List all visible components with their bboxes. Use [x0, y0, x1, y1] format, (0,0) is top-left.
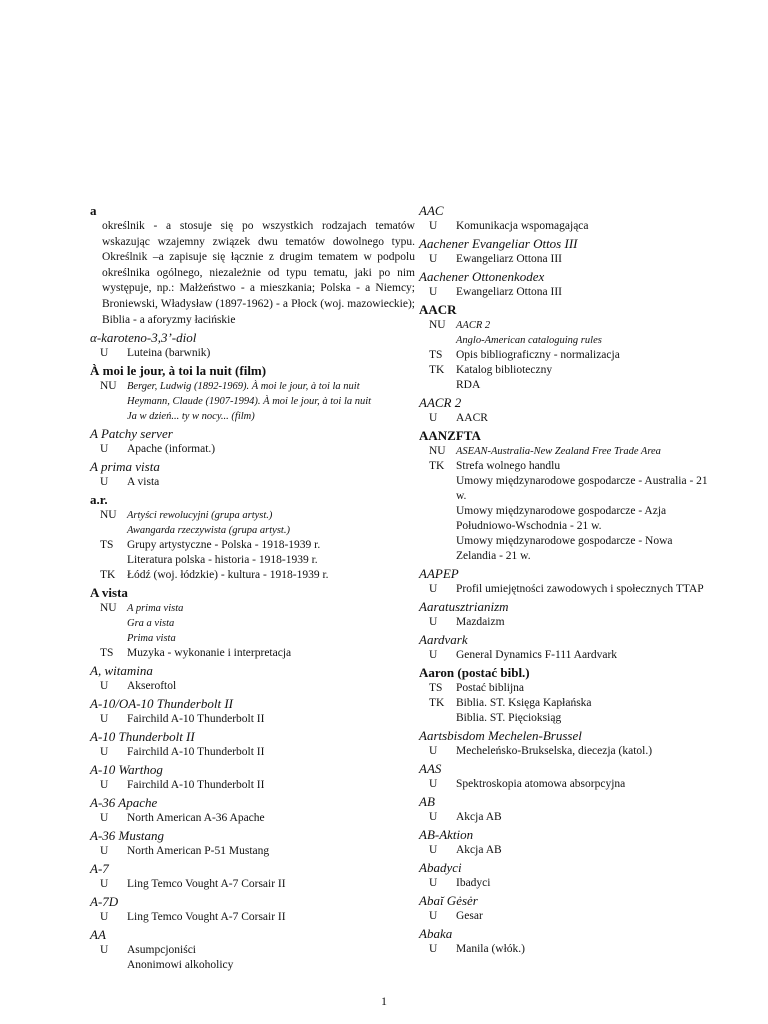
- reference-values: [456, 348, 713, 363]
- reference-row: [419, 843, 713, 858]
- entry-heading: Aaron (postać bibl.): [419, 665, 530, 680]
- reference-value: Ewangeliarz Ottona III: [456, 253, 563, 265]
- reference-row: [419, 348, 713, 363]
- reference-tag: TS: [429, 349, 443, 361]
- entry-heading: AAC: [419, 203, 444, 218]
- entry-heading: Aartsbisdom Mechelen-Brussel: [419, 728, 582, 743]
- reference-row: [419, 696, 713, 726]
- reference-values: [127, 844, 415, 859]
- entry-heading: A-10 Warthog: [90, 762, 163, 778]
- entry-heading: Aachener Ottonenkodex: [419, 269, 545, 284]
- reference-row: [419, 411, 713, 426]
- reference-value: Gesar: [456, 910, 483, 922]
- reference-values: [127, 568, 415, 583]
- reference-row: [90, 346, 415, 361]
- reference-value: A vista: [127, 476, 160, 489]
- reference-values: [127, 811, 415, 826]
- entry-heading: α-karoteno-3,3’-diol: [90, 330, 197, 346]
- reference-values: [456, 411, 713, 426]
- entry-heading: AANZFTA: [419, 428, 481, 443]
- index-entry: [419, 393, 713, 426]
- index-entry: [90, 490, 415, 583]
- reference-value: Ling Temco Vought A-7 Corsair II: [127, 911, 286, 924]
- reference-value: Katalog biblioteczny: [456, 364, 553, 376]
- reference-values: [456, 843, 713, 858]
- reference-value: Fairchild A-10 Thunderbolt II: [127, 779, 265, 792]
- reference-row: [90, 568, 415, 583]
- entry-heading: AB: [419, 794, 435, 809]
- entry-heading: AACR 2: [419, 395, 462, 410]
- reference-tag: U: [429, 220, 438, 232]
- entry-heading: AB-Aktion: [419, 827, 474, 842]
- reference-values: [456, 942, 713, 957]
- reference-value: North American A-36 Apache: [127, 812, 265, 825]
- index-entry: [90, 361, 415, 424]
- reference-row: [90, 379, 415, 424]
- reference-tag: NU: [100, 509, 117, 522]
- reference-value: Apache (informat.): [127, 443, 216, 456]
- reference-value: Strefa wolnego handlu: [456, 460, 561, 472]
- reference-tag: TS: [429, 682, 443, 694]
- entry-heading: AAS: [419, 761, 442, 776]
- reference-values: [127, 943, 415, 973]
- reference-tag: U: [429, 778, 438, 790]
- entry-heading: AA: [90, 927, 106, 943]
- index-entry: [90, 457, 415, 490]
- entry-heading: AACR: [419, 302, 457, 317]
- entry-heading: Aaratusztrianizm: [419, 599, 509, 614]
- reference-values: [127, 379, 415, 424]
- entry-heading: a.r.: [90, 492, 108, 508]
- reference-value: Akcja AB: [456, 811, 502, 823]
- reference-value: AACR 2: [456, 320, 491, 331]
- reference-tag: U: [100, 845, 109, 858]
- reference-row: [90, 811, 415, 826]
- index-entry: [419, 924, 713, 957]
- reference-tag: U: [100, 878, 109, 891]
- reference-value: Umowy międzynarodowe gospodarcze - Nowa Zelandia - 21 w.: [456, 535, 673, 562]
- reference-row: [90, 679, 415, 694]
- reference-value: Awangarda rzeczywista (grupa artyst.): [127, 525, 290, 537]
- index-entry: [419, 564, 713, 597]
- reference-row: [419, 648, 713, 663]
- reference-value: Anonimowi alkoholicy: [127, 959, 234, 972]
- index-entry: [419, 201, 713, 234]
- index-entry: [419, 891, 713, 924]
- reference-tag: U: [100, 911, 109, 924]
- reference-tag: U: [429, 286, 438, 298]
- entry-heading: Aachener Evangeliar Ottos III: [419, 236, 578, 251]
- reference-row: [419, 252, 713, 267]
- reference-value: Artyści rewolucyjni (grupa artyst.): [127, 510, 273, 522]
- index-entry: [90, 727, 415, 760]
- reference-value: ASEAN-Australia-New Zealand Free Trade Area: [456, 446, 661, 457]
- reference-tag: NU: [429, 319, 446, 331]
- reference-tag: U: [429, 253, 438, 265]
- reference-value: RDA: [456, 379, 481, 391]
- reference-value: Anglo-American cataloguing rules: [456, 335, 602, 346]
- reference-values: [456, 615, 713, 630]
- reference-tag: NU: [100, 380, 117, 393]
- reference-tag: TK: [429, 460, 445, 472]
- reference-row: [90, 508, 415, 538]
- reference-tag: U: [100, 713, 109, 726]
- entry-heading: A-7D: [90, 894, 119, 910]
- reference-row: [419, 876, 713, 891]
- reference-value: Biblia. ST. Pięcioksiąg: [456, 712, 562, 724]
- reference-value: Akseroftol: [127, 680, 177, 693]
- reference-values: [456, 252, 713, 267]
- reference-values: [127, 877, 415, 892]
- reference-values: [127, 745, 415, 760]
- reference-row: [90, 943, 415, 973]
- reference-row: [90, 712, 415, 727]
- reference-value: Umowy międzynarodowe gospodarcze - Azja Południowo-Wschodnia - 21 w.: [456, 505, 667, 532]
- reference-tag: TS: [100, 647, 114, 660]
- index-entry: [90, 793, 415, 826]
- reference-tag: U: [429, 877, 438, 889]
- entry-description: określnik - a stosuje się po wszystkich rodzajach tematów wskazując wzajemny związek dwu tematów dowolnego typu. Określnik –a zapisuje się łącznie z drugim tematem w podpolu określnika ogólnego, niezależnie od typu tematu, jaki po nim występuje, np.: Małżeństwo - a mieszkania; Polska - a Niemcy; Broniewski, Władysław (1897-1962) - a Płock (woj. mazowieckie); Biblia - a aforyzmy łacińskie: [102, 220, 415, 326]
- reference-row: [90, 910, 415, 925]
- reference-row: [419, 444, 713, 459]
- reference-values: [127, 538, 415, 568]
- entry-heading: A, witamina: [90, 663, 153, 679]
- index-entry: [419, 300, 713, 393]
- reference-value: Profil umiejętności zawodowych i społecznych TTAP: [456, 583, 704, 595]
- reference-row: [419, 777, 713, 792]
- reference-tag: U: [429, 649, 438, 661]
- index-entry: [90, 859, 415, 892]
- reference-row: [419, 285, 713, 300]
- entry-heading: Abaka: [419, 926, 453, 941]
- reference-value: Berger, Ludwig (1892-1969). À moi le jour, à toi la nuit: [127, 381, 360, 393]
- reference-value: Grupy artystyczne - Polska - 1918-1939 r.: [127, 539, 321, 552]
- reference-values: [127, 442, 415, 457]
- reference-row: [419, 909, 713, 924]
- entry-heading: A vista: [90, 585, 128, 601]
- reference-value: Ewangeliarz Ottona III: [456, 286, 563, 298]
- reference-value: Umowy międzynarodowe gospodarcze - Australia - 21 w.: [456, 475, 708, 502]
- reference-row: [419, 810, 713, 825]
- entry-heading: À moi le jour, à toi la nuit (film): [90, 363, 267, 379]
- reference-tag: TS: [100, 539, 114, 552]
- reference-value: Komunikacja wspomagająca: [456, 220, 589, 232]
- reference-values: [127, 475, 415, 490]
- reference-tag: U: [429, 943, 438, 955]
- index-entry: [90, 424, 415, 457]
- reference-values: [127, 646, 415, 661]
- index-entry: [90, 328, 415, 361]
- index-entry: [90, 826, 415, 859]
- reference-tag: U: [429, 844, 438, 856]
- reference-tag: U: [100, 944, 109, 957]
- reference-row: [419, 363, 713, 393]
- reference-value: Postać biblijna: [456, 682, 525, 694]
- reference-value: Asumpcjoniści: [127, 944, 196, 957]
- reference-row: [90, 601, 415, 646]
- reference-value: A prima vista: [127, 603, 184, 615]
- reference-tag: U: [100, 476, 109, 489]
- reference-tag: NU: [100, 602, 117, 615]
- reference-row: [90, 844, 415, 859]
- reference-value: Ling Temco Vought A-7 Corsair II: [127, 878, 286, 891]
- index-entry: [90, 694, 415, 727]
- reference-tag: U: [100, 779, 109, 792]
- entry-heading: AAPEP: [419, 566, 459, 581]
- reference-value: Muzyka - wykonanie i interpretacja: [127, 647, 292, 660]
- reference-values: [456, 648, 713, 663]
- index-entry: [419, 825, 713, 858]
- reference-tag: U: [429, 745, 438, 757]
- reference-row: [90, 877, 415, 892]
- reference-row: [419, 744, 713, 759]
- reference-values: [456, 744, 713, 759]
- entry-heading: A prima vista: [90, 459, 160, 475]
- reference-value: Ja w dzień... ty w nocy... (film): [127, 411, 255, 423]
- entry-heading: A-10 Thunderbolt II: [90, 729, 195, 745]
- reference-row: [90, 442, 415, 457]
- reference-values: [456, 318, 713, 348]
- reference-values: [456, 219, 713, 234]
- reference-row: [419, 459, 713, 564]
- index-entry: [90, 892, 415, 925]
- reference-value: Mazdaizm: [456, 616, 505, 628]
- entry-heading: a: [90, 203, 97, 218]
- reference-row: [90, 538, 415, 568]
- reference-tag: TK: [429, 364, 445, 376]
- reference-tag: U: [100, 746, 109, 759]
- reference-values: [456, 696, 713, 726]
- reference-row: [90, 778, 415, 793]
- reference-values: [127, 601, 415, 646]
- reference-value: Akcja AB: [456, 844, 502, 856]
- reference-value: Opis bibliograficzny - normalizacja: [456, 349, 620, 361]
- reference-tag: U: [429, 616, 438, 628]
- reference-values: [456, 459, 713, 564]
- index-entry: [419, 759, 713, 792]
- reference-tag: U: [429, 583, 438, 595]
- entry-heading: A Patchy server: [90, 426, 173, 442]
- reference-row: [419, 681, 713, 696]
- reference-values: [127, 712, 415, 727]
- reference-value: Biblia. ST. Księga Kapłańska: [456, 697, 592, 709]
- index-entry: [419, 663, 713, 726]
- entry-heading: A-7: [90, 861, 109, 877]
- reference-value: General Dynamics F-111 Aardvark: [456, 649, 618, 661]
- reference-values: [456, 363, 713, 393]
- reference-values: [127, 679, 415, 694]
- reference-value: Heymann, Claude (1907-1994). À moi le jour, à toi la nuit: [127, 396, 372, 408]
- right-column: [419, 201, 713, 957]
- index-entry: [90, 760, 415, 793]
- reference-tag: TK: [100, 569, 116, 582]
- reference-value: Ibadyci: [456, 877, 491, 889]
- reference-values: [127, 910, 415, 925]
- reference-values: [456, 444, 713, 459]
- reference-values: [456, 681, 713, 696]
- reference-row: [90, 475, 415, 490]
- reference-values: [127, 346, 415, 361]
- index-entry: [90, 661, 415, 694]
- reference-value: Mecheleńsko-Brukselska, diecezja (katol.): [456, 745, 653, 757]
- entry-heading: Aardvark: [419, 632, 468, 647]
- index-entry: [419, 630, 713, 663]
- reference-value: Prima vista: [127, 633, 176, 645]
- reference-tag: U: [100, 812, 109, 825]
- index-entry: [419, 426, 713, 564]
- reference-value: AACR: [456, 412, 488, 424]
- reference-tag: TK: [429, 697, 445, 709]
- entry-heading: A-36 Apache: [90, 795, 158, 811]
- index-entry: [90, 201, 415, 328]
- reference-values: [127, 778, 415, 793]
- reference-row: [419, 219, 713, 234]
- index-entry: [419, 858, 713, 891]
- reference-tag: U: [100, 347, 109, 360]
- reference-tag: NU: [429, 445, 446, 457]
- reference-value: Łódź (woj. łódzkie) - kultura - 1918-1939 r.: [127, 569, 329, 582]
- index-entry: [90, 583, 415, 661]
- reference-value: Literatura polska - historia - 1918-1939 r.: [127, 554, 318, 567]
- page-number: 1: [381, 994, 387, 1008]
- reference-value: Manila (włók.): [456, 943, 525, 955]
- index-entry: [419, 267, 713, 300]
- reference-values: [456, 582, 713, 597]
- reference-row: [419, 942, 713, 957]
- reference-values: [456, 777, 713, 792]
- entry-heading: Abadyci: [419, 860, 462, 875]
- index-entry: [419, 234, 713, 267]
- reference-values: [456, 876, 713, 891]
- entry-heading: Abaĭ Gėsėr: [419, 893, 478, 908]
- reference-values: [456, 285, 713, 300]
- index-entry: [90, 925, 415, 973]
- index-entry: [419, 726, 713, 759]
- reference-value: Luteina (barwnik): [127, 347, 211, 360]
- reference-row: [419, 582, 713, 597]
- reference-tag: U: [100, 680, 109, 693]
- reference-value: Fairchild A-10 Thunderbolt II: [127, 713, 265, 726]
- reference-value: Fairchild A-10 Thunderbolt II: [127, 746, 265, 759]
- index-entry: [419, 792, 713, 825]
- reference-row: [90, 646, 415, 661]
- reference-tag: U: [429, 811, 438, 823]
- reference-value: Gra a vista: [127, 618, 175, 630]
- entry-heading: A-10/OA-10 Thunderbolt II: [90, 696, 233, 712]
- reference-values: [456, 810, 713, 825]
- reference-values: [456, 909, 713, 924]
- reference-value: North American P-51 Mustang: [127, 845, 270, 858]
- reference-row: [419, 615, 713, 630]
- reference-tag: U: [429, 412, 438, 424]
- reference-tag: U: [429, 910, 438, 922]
- left-column: [90, 201, 415, 973]
- reference-row: [419, 318, 713, 348]
- entry-heading: A-36 Mustang: [90, 828, 165, 844]
- reference-value: Spektroskopia atomowa absorpcyjna: [456, 778, 626, 790]
- reference-values: [127, 508, 415, 538]
- index-entry: [419, 597, 713, 630]
- reference-tag: U: [100, 443, 109, 456]
- reference-row: [90, 745, 415, 760]
